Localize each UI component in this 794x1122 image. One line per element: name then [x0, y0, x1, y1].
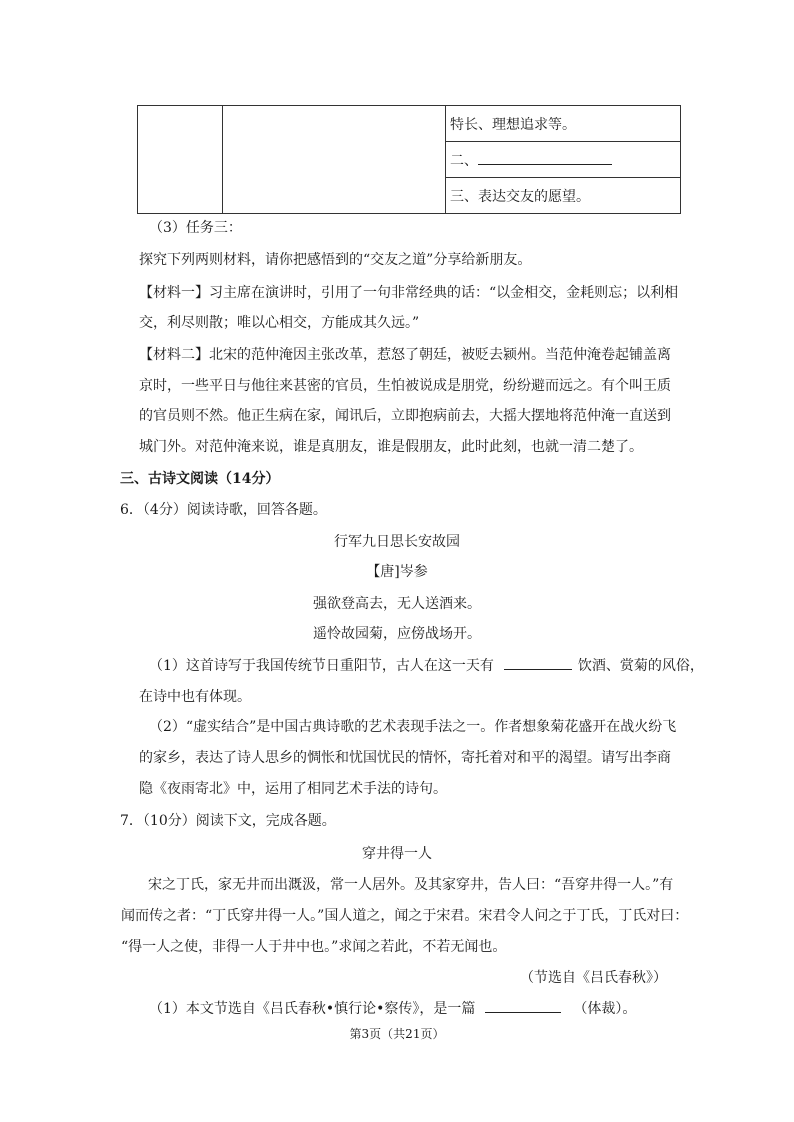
q6-part2-line3: 隐《夜雨寄北》中，运用了相同艺术手法的诗句。: [139, 781, 447, 797]
outline-table: [137, 105, 681, 214]
table-cell-empty-2: [223, 106, 446, 214]
row2-prefix: 二、: [450, 152, 478, 169]
material2-line4: 城门外。对范仲淹来说，谁是真朋友，谁是假朋友，此时此刻，也就一清二楚了。: [139, 439, 643, 455]
passage-line-1: 宋之丁氏，家无井而出溉汲，常一人居外。及其家穿井，告人曰：“吾穿井得一人。”有: [148, 877, 674, 893]
q7-part1-text-a: （1）本文节选自《吕氏春秋•慎行论•察传》，是一篇: [149, 1001, 476, 1017]
q7-part1-text-b: （体裁）。: [573, 1001, 637, 1017]
passage-line-3: “得一人之使，非得一人于井中也。”求闻之若此，不若无闻也。: [121, 939, 507, 955]
passage-source: （节选自《吕氏春秋》）: [520, 970, 667, 986]
table-cell-row3: 三、表达交友的愿望。: [446, 178, 681, 214]
answer-blank[interactable]: [478, 163, 612, 165]
q6-part1-line1: [149, 657, 704, 675]
material2-line1: 【材料二】北宋的范仲淹因主张改革，惹怒了朝廷，被贬去颍州。当范仲淹卷起铺盖离: [139, 347, 671, 363]
poem-author: 【唐]岑参: [366, 564, 428, 580]
poem-line-1: 强欲登高去，无人送酒来。: [313, 596, 481, 612]
q6-stem: 6．（4分）阅读诗歌，回答各题。: [120, 502, 327, 518]
passage-title: 穿井得一人: [362, 846, 432, 862]
q6-part1-text-a: （1）这首诗写于我国传统节日重阳节，古人在这一天有: [149, 658, 494, 674]
material2-line3: 的官员则不然。他正生病在家，闻讯后，立即抱病前去，大摇大摆地将范仲淹一直送到: [139, 408, 671, 424]
page-footer: 第3页（共21页）: [349, 1027, 445, 1041]
material2-line2: 京时，一些平日与他往来甚密的官员，生怕被说成是朋党，纷纷避而远之。有个叫王质: [139, 378, 671, 394]
poem-line-2: 遥怜故园菊，应傍战场开。: [313, 626, 481, 642]
answer-blank[interactable]: [485, 1011, 561, 1013]
section-title: 三、古诗文阅读（14分）: [120, 471, 280, 487]
q6-part2-line2: 的家乡，表达了诗人思乡的惆怅和忧国忧民的情怀，寄托着对和平的渴望。请写出李商: [139, 750, 671, 766]
q7-stem: 7．（10分）阅读下文，完成各题。: [120, 813, 336, 829]
material1-line2: 交，利尽则散；唯以心相交，方能成其久远。”: [139, 315, 420, 331]
poem-title: 行军九日思长安故园: [334, 534, 460, 550]
table-cell-empty-1: [138, 106, 223, 214]
task3-intro: 探究下列两则材料，请你把感悟到的“交友之道”分享给新朋友。: [139, 252, 532, 268]
q6-part2-line1: （2）“虚实结合”是中国古典诗歌的艺术表现手法之一。作者想象菊花盛开在战火纷飞: [149, 719, 677, 735]
q7-part1: [149, 1000, 636, 1018]
table-cell-row1: 特长、理想追求等。: [446, 106, 681, 142]
answer-blank[interactable]: [504, 668, 572, 670]
table-cell-row2: [446, 142, 681, 178]
q6-part1-line2: 在诗中也有体现。: [139, 689, 251, 705]
task3-heading: （3）任务三：: [149, 220, 242, 236]
material1-line1: 【材料一】习主席在演讲时，引用了一句非常经典的话：“以金相交，金耗则忘；以利相: [139, 285, 679, 301]
passage-line-2: 闻而传之者：“丁氏穿井得一人。”国人道之，闻之于宋君。宋君令人问之于丁氏，丁氏对曰：: [121, 908, 689, 924]
q6-part1-text-b: 饮酒、赏菊的风俗，: [577, 658, 704, 674]
